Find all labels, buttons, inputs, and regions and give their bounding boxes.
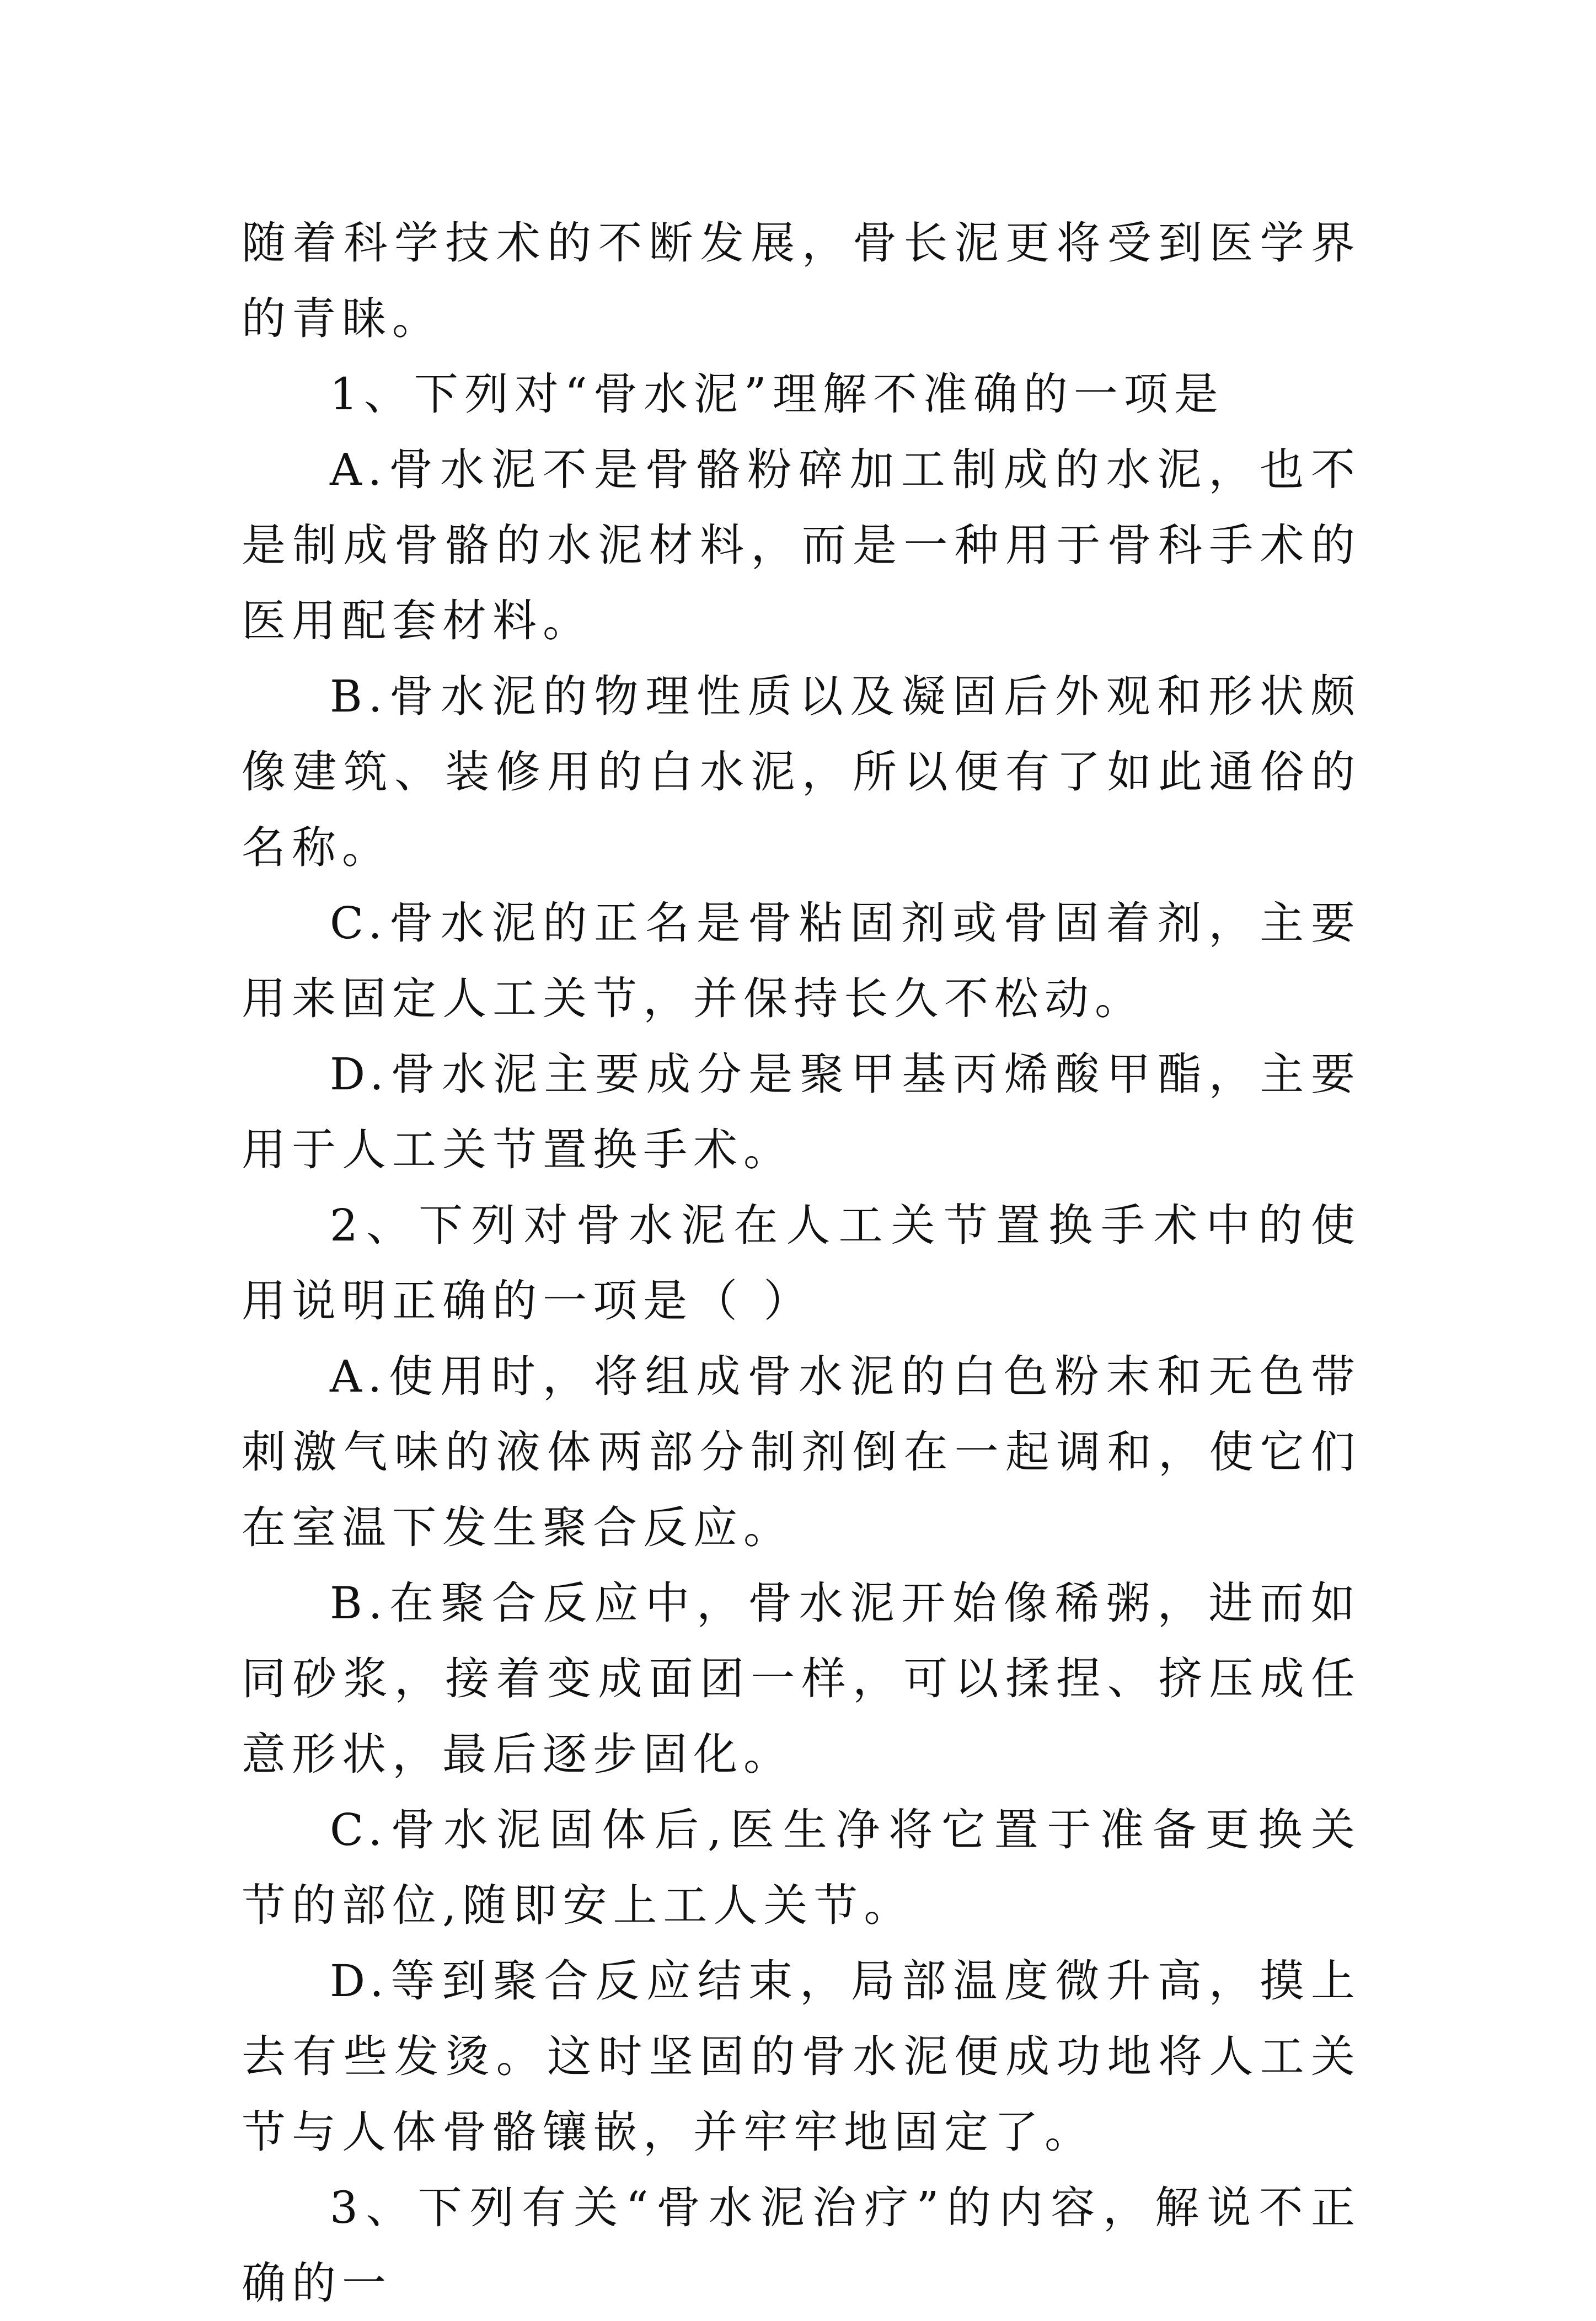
question-2-option-d: D.等到聚合反应结束，局部温度微升高，摸上去有些发烫。这时坚固的骨水泥便成功地将人工关节与人体骨骼镶嵌，并牢牢地固定了。 [242, 1955, 1361, 2158]
question-1-option-c: C.骨水泥的正名是骨粘固剂或骨固着剂，主要用来固定人工关节，并保持长久不松动。 [242, 897, 1361, 1024]
question-1-stem: 1、下列对“骨水泥”理解不准确的一项是 [330, 368, 1224, 420]
question-2-option-a: A.使用时，将组成骨水泥的白色粉末和无色带刺激气味的液体两部分制剂倒在一起调和，使它们在室温下发生聚合反应。 [242, 1351, 1361, 1553]
question-1-option-d: D.骨水泥主要成分是聚甲基丙烯酸甲酯，主要用于人工关节置换手术。 [242, 1049, 1361, 1175]
question-3-stem: 3、下列有关“骨水泥治疗”的内容，解说不正确的一 [242, 2182, 1361, 2309]
document-body [242, 205, 1361, 2321]
question-2-option-c: C.骨水泥固体后,医生净将它置于准备更换关节的部位,随即安上工人关节。 [242, 1804, 1361, 1931]
paragraph-intro-closing: 随着科学技术的不断发展，骨长泥更将受到医学界的青睐。 [242, 217, 1361, 344]
question-2-stem: 2、下列对骨水泥在人工关节置换手术中的使用说明正确的一项是（ ） [242, 1200, 1361, 1327]
question-2-option-b: B.在聚合反应中，骨水泥开始像稀粥，进而如同砂浆，接着变成面团一样，可以揉捏、挤压成任意形状，最后逐步固化。 [242, 1577, 1361, 1780]
question-1-option-b: B.骨水泥的物理性质以及凝固后外观和形状颇像建筑、装修用的白水泥，所以便有了如此通俗的名称。 [242, 671, 1361, 873]
question-1-option-a: A.骨水泥不是骨骼粉碎加工制成的水泥，也不是制成骨骼的水泥材料，而是一种用于骨科手术的医用配套材料。 [242, 444, 1361, 646]
